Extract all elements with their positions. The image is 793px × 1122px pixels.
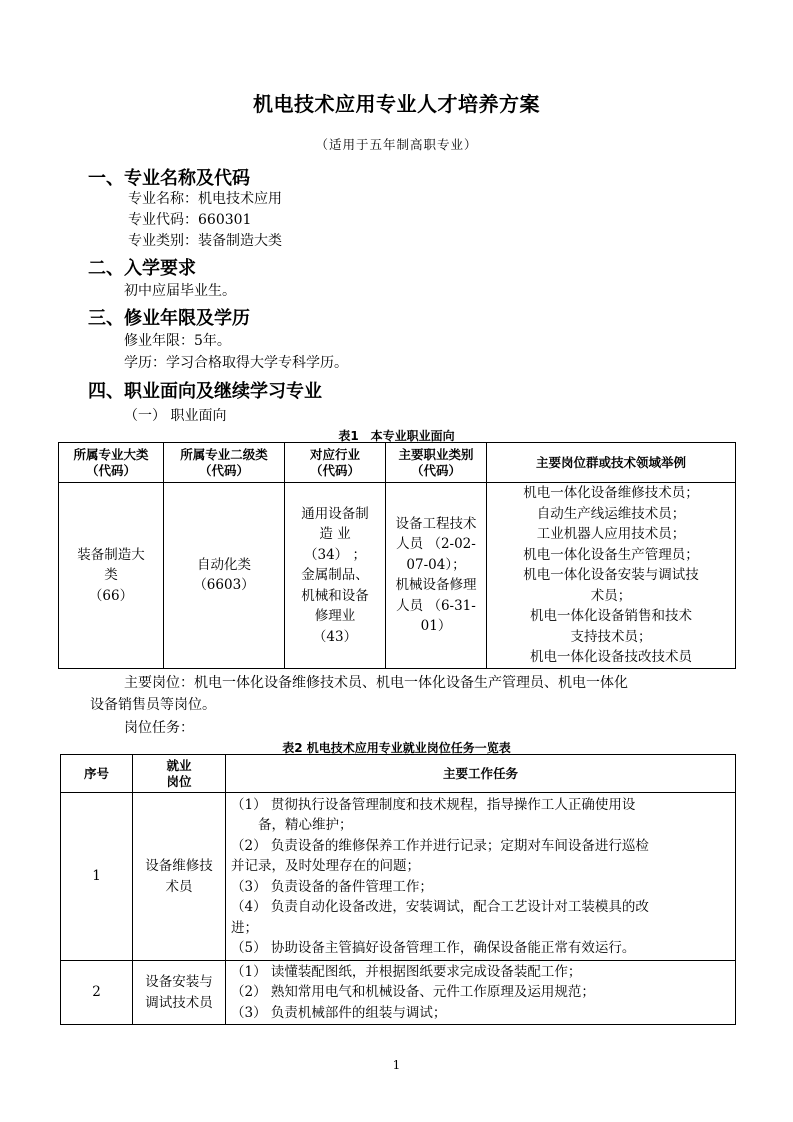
table-cell: 设备维修技 术员	[133, 793, 226, 961]
header-cell: 所属专业二级类 （代码）	[164, 443, 285, 483]
header-cell: 主要职业类别 （代码）	[386, 443, 487, 483]
section1-line: 专业代码：660301	[128, 212, 252, 228]
table-row	[61, 961, 736, 1025]
section-heading-1: 一、专业名称及代码	[88, 168, 250, 189]
main-posts-line: 设备销售员等岗位。	[90, 697, 216, 713]
section1-line: 专业类别：装备制造大类	[128, 233, 282, 249]
table-cell: 2	[61, 961, 133, 1025]
header-cell: 就业 岗位	[133, 755, 226, 793]
table2-caption: 表2 机电技术应用专业就业岗位任务一览表	[282, 741, 511, 755]
table-cell: 自动化类 （6603）	[164, 483, 285, 669]
header-cell: 序号	[61, 755, 133, 793]
section2-line: 初中应届毕业生。	[124, 283, 236, 299]
section3-line: 学历：学习合格取得大学专科学历。	[124, 355, 348, 371]
post-tasks-table	[60, 754, 736, 1025]
table1-caption: 表1 本专业职业面向	[338, 429, 455, 443]
main-posts-line: 主要岗位：机电一体化设备维修技术员、机电一体化设备生产管理员、机电一体化	[124, 675, 628, 691]
table-row	[59, 483, 736, 669]
table-cell: 机电一体化设备维修技术员； 自动生产线运维技术员； 工业机器人应用技术员； 机电一体化设备生产管理员； 机电一体化设备安装与调试技 术员； 机电一体化设备销售和技术 支持技术员； 机电一体化设备技改技术员	[487, 483, 736, 669]
header-cell: 所属专业大类 （代码）	[59, 443, 164, 483]
post-tasks-label: 岗位任务：	[124, 720, 194, 736]
section-heading-3: 三、修业年限及学历	[88, 308, 250, 329]
header-cell: 对应行业 （代码）	[285, 443, 386, 483]
section3-line: 修业年限：5年。	[124, 333, 231, 349]
section-heading-2: 二、入学要求	[88, 258, 196, 279]
section-heading-4: 四、职业面向及继续学习专业	[88, 381, 322, 402]
header-cell: 主要工作任务	[226, 755, 736, 793]
table-cell: 通用设备制 造 业 （34） ； 金属制品、 机械和设备 修理业 （43）	[285, 483, 386, 669]
page-number: 1	[392, 1058, 401, 1072]
table-cell: （1） 贯彻执行设备管理制度和技术规程，指导操作工人正确使用设 备，精心维护； （2） 负责设备的维修保养工作并进行记录；定期对车间设备进行巡检 并记录，及时处理存在的问题； （3） 负责设备的备件管理工作； （4） 负责自动化设备改进，安装调试，配合工艺设计对工装模具的改 进； （5） 协助设备主管搞好设备管理工作，确保设备能正常有效运行。	[226, 793, 736, 961]
subsection-heading: （一） 职业面向	[124, 408, 227, 424]
section1-line: 专业名称：机电技术应用	[128, 191, 282, 207]
table-cell: 1	[61, 793, 133, 961]
table-cell: 装备制造大 类 （66）	[59, 483, 164, 669]
table-cell: 设备安装与 调试技术员	[133, 961, 226, 1025]
table-cell: 设备工程技术 人员 （2-02- 07-04）； 机械设备修理 人员 （6-31- 01）	[386, 483, 487, 669]
page-title: 机电技术应用专业人才培养方案	[253, 92, 540, 116]
table-header-row	[59, 443, 736, 483]
header-cell: 主要岗位群或技术领域举例	[487, 443, 736, 483]
table-row	[61, 793, 736, 961]
table-cell: （1） 读懂装配图纸，并根据图纸要求完成设备装配工作； （2） 熟知常用电气和机械设备、元件工作原理及运用规范； （3） 负责机械部件的组装与调试；	[226, 961, 736, 1025]
career-table	[58, 442, 736, 669]
table-header-row	[61, 755, 736, 793]
page-subtitle: （适用于五年制高职专业）	[315, 137, 478, 152]
